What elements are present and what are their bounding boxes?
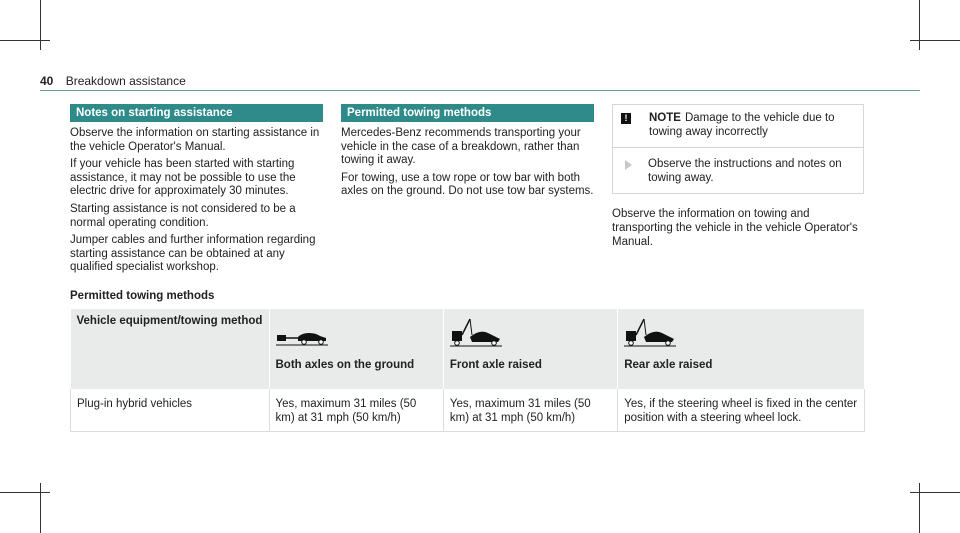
crop-mark [919,0,920,50]
page-header [40,74,186,88]
table-cell: Plug-in hybrid vehicles [71,389,270,432]
table-header: Vehicle equipment/towing method [71,309,270,389]
towing-methods-section [341,104,594,203]
tow-truck-rear-raised-icon [624,315,676,349]
note-label: NOTE [649,112,681,124]
page-number: 40 [40,74,54,88]
crop-mark [919,483,920,533]
note-message: Damage to the vehicle due to towing away incorrectly [649,112,835,138]
tow-truck-front-raised-icon [450,315,502,349]
towing-methods-table [70,309,865,432]
table-header [618,309,865,389]
header-label: Rear axle raised [624,359,713,371]
table-header-row [71,309,865,389]
crop-mark [0,492,50,493]
crop-mark [0,40,50,41]
section-heading: Permitted towing methods [341,104,594,122]
note-section [612,104,864,253]
crop-mark [910,492,960,493]
crop-mark [910,40,960,41]
warning-icon: ! [621,113,631,124]
table-cell: Yes, maximum 31 miles (50 km) at 31 mph (50 km/h) [443,389,617,432]
paragraph: For towing, use a tow rope or tow bar with both axles on the ground. Do not use tow bar systems. [341,171,594,198]
header-label: Both axles on the ground [275,359,415,371]
paragraph: Mercedes-Benz recommends transporting your vehicle in the case of a breakdown, rather than towing it away. [341,127,581,167]
table-header [443,309,617,389]
paragraph: Starting assistance is not considered to be a normal operating condition. [70,202,296,229]
note-box [612,104,864,194]
table-header [269,309,443,389]
table-title: Permitted towing methods [70,290,215,302]
car-towed-both-axles-icon [276,315,328,349]
header-divider [40,90,920,91]
paragraph: Observe the information on towing and transporting the vehicle in the vehicle Operator's Manual. [612,208,858,248]
note-text [649,112,855,139]
crop-mark [40,483,41,533]
table-cell: Yes, if the steering wheel is fixed in the center position with a steering wheel lock. [618,389,865,432]
section-heading: Notes on starting assistance [70,104,323,122]
table-row [71,389,865,432]
arrow-right-icon [625,160,632,170]
note-instruction: Observe the instructions and notes on towing away. [648,158,842,184]
header-label: Front axle raised [449,359,542,371]
table-cell: Yes, maximum 31 miles (50 km) at 31 mph (50 km/h) [269,389,443,432]
starting-assistance-section [70,104,323,279]
crop-mark [40,0,41,50]
paragraph: If your vehicle has been started with starting assistance, it may not be possible to use the electric drive for approximately 30 minutes. [70,158,296,198]
section-title: Breakdown assistance [65,74,186,88]
paragraph: Observe the information on starting assistance in the vehicle Operator's Manual. [70,127,320,153]
paragraph: Jumper cables and further information regarding starting assistance can be obtained at any qualified specialist workshop. [70,234,316,274]
